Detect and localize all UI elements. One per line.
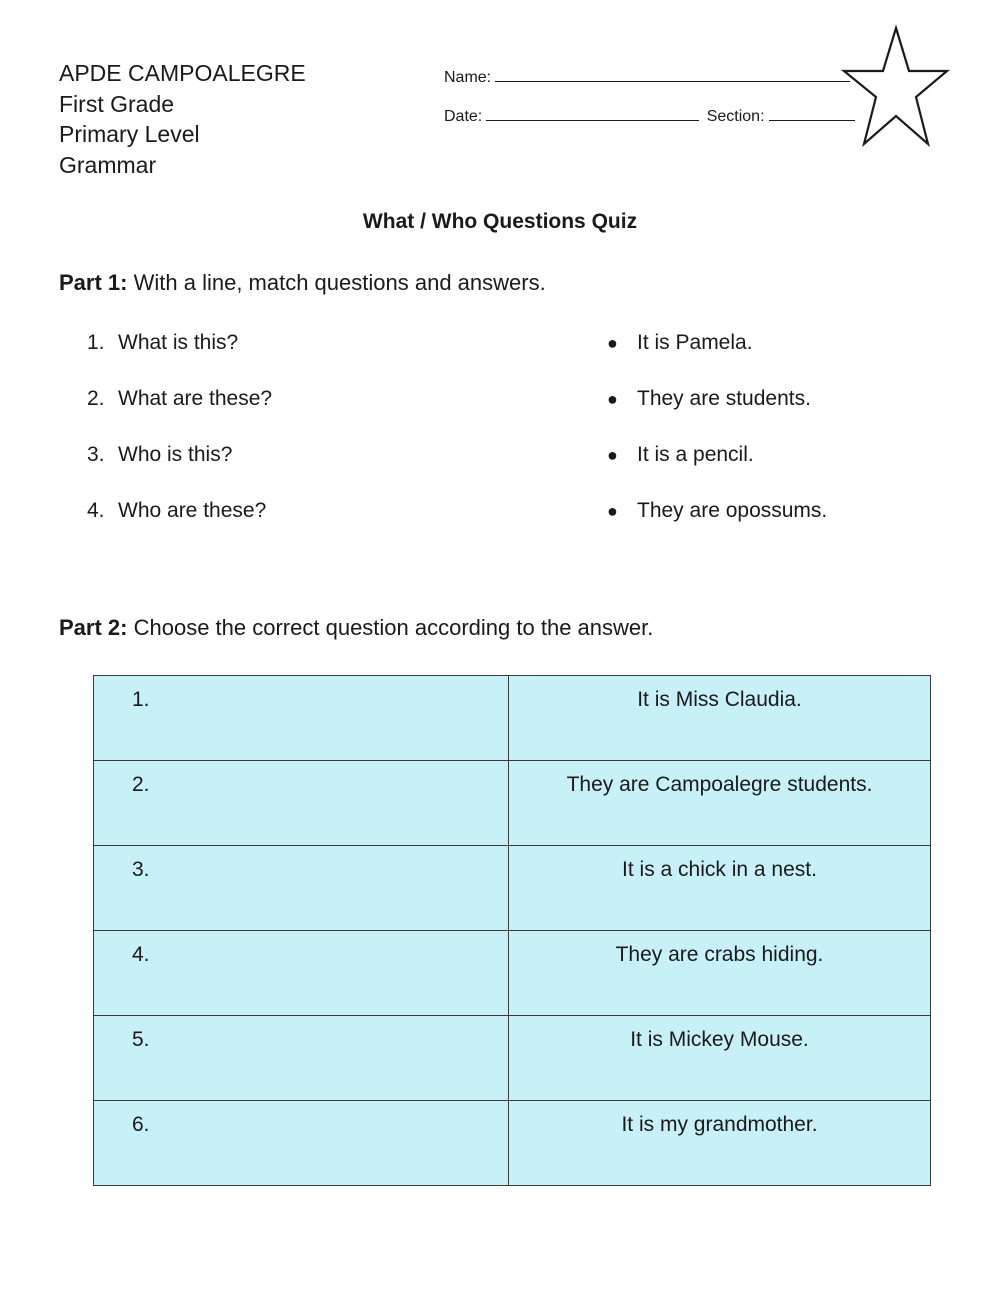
table-row [94, 931, 931, 1016]
answer-cell: It is a chick in a nest. [509, 846, 931, 931]
bullet-icon: ● [607, 333, 618, 353]
grade-label: First Grade [59, 90, 175, 117]
part2-heading [59, 615, 653, 641]
question-item [87, 499, 266, 523]
table-row [94, 846, 931, 931]
answer-cell: They are crabs hiding. [509, 931, 931, 1016]
quiz-title: What / Who Questions Quiz [362, 210, 638, 233]
question-text: Who is this? [118, 443, 233, 466]
question-number: 1. [87, 331, 105, 354]
star-icon [840, 24, 952, 150]
bullet-icon: ● [607, 445, 618, 465]
part1-heading [59, 270, 546, 296]
school-info [59, 58, 306, 180]
part1-instruction: With a line, match questions and answers. [133, 270, 546, 295]
answer-text: It is a pencil. [637, 443, 754, 466]
table-row [94, 1016, 931, 1101]
part1-label: Part 1: [59, 270, 128, 295]
question-cell[interactable]: 6. [94, 1101, 509, 1186]
answer-cell: It is Miss Claudia. [509, 676, 931, 761]
question-number: 4. [87, 499, 105, 522]
bullet-icon: ● [607, 501, 618, 521]
answer-table [93, 675, 931, 1186]
part2-label: Part 2: [59, 615, 128, 640]
question-cell[interactable]: 3. [94, 846, 509, 931]
answer-item [607, 443, 754, 467]
date-blank-line[interactable] [486, 105, 699, 121]
answer-text: They are opossums. [637, 499, 828, 522]
table-row [94, 1101, 931, 1186]
table-row [94, 761, 931, 846]
question-number: 3. [87, 443, 105, 466]
part2-instruction: Choose the correct question according to the answer. [133, 615, 654, 640]
table-row [94, 676, 931, 761]
name-blank-line[interactable] [495, 66, 850, 82]
question-item [87, 387, 272, 411]
answer-cell: It is Mickey Mouse. [509, 1016, 931, 1101]
question-number: 2. [87, 387, 105, 410]
question-cell[interactable]: 2. [94, 761, 509, 846]
question-item [87, 331, 238, 355]
answer-text: They are students. [637, 387, 811, 410]
subject-label: Grammar [59, 151, 157, 178]
answer-text: It is Pamela. [637, 331, 753, 354]
question-text: What are these? [118, 387, 273, 410]
question-cell[interactable]: 4. [94, 931, 509, 1016]
answer-cell: They are Campoalegre students. [509, 761, 931, 846]
bullet-icon: ● [607, 389, 618, 409]
question-item [87, 443, 232, 467]
name-field-row [444, 66, 850, 87]
section-label: Section: [706, 108, 765, 125]
question-cell[interactable]: 5. [94, 1016, 509, 1101]
level-label: Primary Level [59, 121, 200, 147]
school-name: APDE CAMPOALEGRE [59, 60, 306, 86]
name-label: Name: [444, 69, 492, 86]
answer-cell: It is my grandmother. [509, 1101, 931, 1186]
question-text: What is this? [118, 331, 239, 354]
answer-item [607, 387, 811, 411]
answer-item [607, 331, 753, 355]
answer-item [607, 499, 827, 523]
question-text: Who are these? [118, 499, 267, 522]
date-section-row [444, 105, 855, 126]
date-label: Date: [444, 108, 483, 125]
question-cell[interactable]: 1. [94, 676, 509, 761]
